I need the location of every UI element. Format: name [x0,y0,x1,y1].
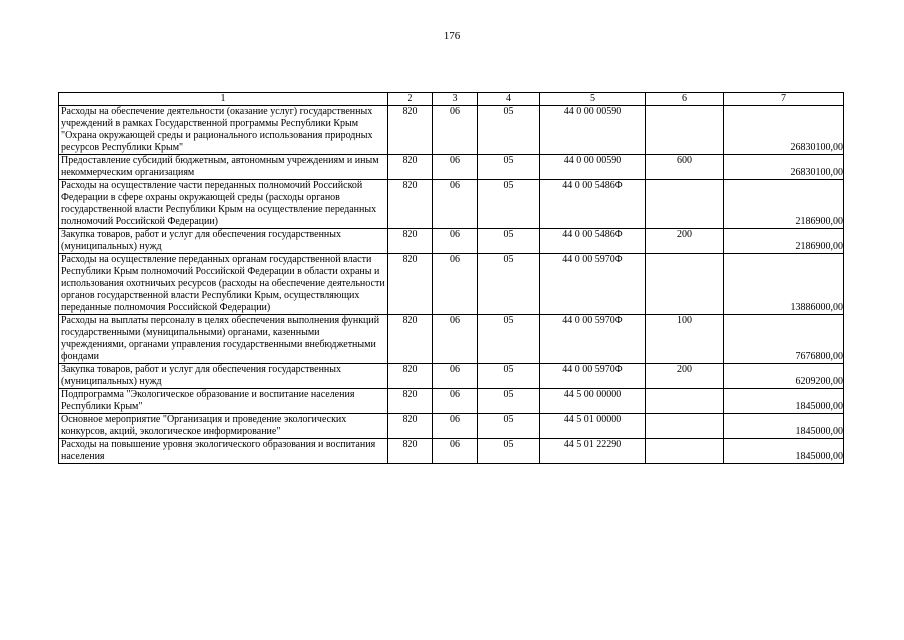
cell-code-3: 06 [433,315,478,364]
table-row [59,414,844,439]
cell-code-2: 820 [388,315,433,364]
row-description: Расходы на повышение уровня экологического образования и воспитания населения [59,439,388,464]
cell-code-4: 05 [478,389,540,414]
column-header: 4 [478,93,540,106]
cell-amount: 1845000,00 [724,439,844,464]
cell-code-3: 06 [433,389,478,414]
row-description: Расходы на выплаты персоналу в целях обеспечения выполнения функций государственными (муниципальными) органами, казенными учреждениями, органами управления государственными внебюджетными фондами [59,315,388,364]
cell-code-3: 06 [433,106,478,155]
table-row [59,106,844,155]
cell-code-6: 200 [646,364,724,389]
budget-table [58,92,844,464]
cell-code-3: 06 [433,155,478,180]
page-number: 176 [443,30,461,42]
column-header: 7 [724,93,844,106]
table-row [59,364,844,389]
table-row [59,439,844,464]
cell-code-4: 05 [478,229,540,254]
cell-code-4: 05 [478,439,540,464]
cell-code-6: 600 [646,155,724,180]
cell-code-2: 820 [388,439,433,464]
table-row [59,254,844,315]
cell-code-4: 05 [478,414,540,439]
cell-amount: 2186900,00 [724,229,844,254]
cell-code-2: 820 [388,155,433,180]
cell-amount: 26830100,00 [724,155,844,180]
row-description: Основное мероприятие "Организация и проведение экологических конкурсов, акций, экологическое информирование" [59,414,388,439]
cell-code-2: 820 [388,106,433,155]
cell-code-5: 44 0 00 5486Ф [540,180,646,229]
cell-code-2: 820 [388,389,433,414]
column-header: 2 [388,93,433,106]
cell-code-4: 05 [478,106,540,155]
cell-amount: 7676800,00 [724,315,844,364]
row-description: Расходы на обеспечение деятельности (оказание услуг) государственных учреждений в рамках Государственной программы Республики Крым "Охрана окружающей среды и рационального использования природных ресурсов Республики Крым" [59,106,388,155]
column-header: 5 [540,93,646,106]
cell-code-6: 100 [646,315,724,364]
cell-code-3: 06 [433,364,478,389]
cell-amount: 26830100,00 [724,106,844,155]
table-row [59,180,844,229]
cell-code-3: 06 [433,229,478,254]
cell-code-3: 06 [433,254,478,315]
cell-code-5: 44 0 00 5970Ф [540,254,646,315]
cell-code-4: 05 [478,254,540,315]
cell-code-2: 820 [388,414,433,439]
cell-code-5: 44 5 01 00000 [540,414,646,439]
row-description: Предоставление субсидий бюджетным, автономным учреждениям и иным некоммерческим организациям [59,155,388,180]
row-description: Подпрограмма "Экологическое образование и воспитание населения Республики Крым" [59,389,388,414]
table-row [59,155,844,180]
cell-code-6 [646,106,724,155]
cell-code-3: 06 [433,414,478,439]
cell-code-2: 820 [388,364,433,389]
column-header: 6 [646,93,724,106]
row-description: Закупка товаров, работ и услуг для обеспечения государственных (муниципальных) нужд [59,364,388,389]
cell-code-5: 44 5 01 22290 [540,439,646,464]
cell-code-5: 44 0 00 5486Ф [540,229,646,254]
cell-code-6 [646,439,724,464]
row-description: Закупка товаров, работ и услуг для обеспечения государственных (муниципальных) нужд [59,229,388,254]
column-header: 1 [59,93,388,106]
cell-code-6: 200 [646,229,724,254]
cell-amount: 1845000,00 [724,389,844,414]
table-row [59,315,844,364]
cell-code-3: 06 [433,180,478,229]
cell-amount: 2186900,00 [724,180,844,229]
cell-code-6 [646,254,724,315]
cell-code-6 [646,180,724,229]
row-description: Расходы на осуществление части переданных полномочий Российской Федерации в сфере охраны окружающей среды (расходы органов государственной власти Республики Крым на осуществление переданных полномочий Российской Федерации) [59,180,388,229]
cell-code-5: 44 0 00 00590 [540,106,646,155]
cell-amount: 6209200,00 [724,364,844,389]
cell-code-5: 44 0 00 5970Ф [540,315,646,364]
cell-code-4: 05 [478,315,540,364]
cell-code-4: 05 [478,155,540,180]
cell-amount: 1845000,00 [724,414,844,439]
cell-code-5: 44 0 00 00590 [540,155,646,180]
table-header-row [59,93,844,106]
table-row [59,229,844,254]
column-header: 3 [433,93,478,106]
cell-code-6 [646,414,724,439]
table-row [59,389,844,414]
cell-code-3: 06 [433,439,478,464]
cell-code-5: 44 0 00 5970Ф [540,364,646,389]
cell-code-2: 820 [388,229,433,254]
cell-code-4: 05 [478,364,540,389]
cell-code-6 [646,389,724,414]
cell-code-2: 820 [388,254,433,315]
cell-code-2: 820 [388,180,433,229]
cell-amount: 13886000,00 [724,254,844,315]
cell-code-5: 44 5 00 00000 [540,389,646,414]
row-description: Расходы на осуществление переданных органам государственной власти Республики Крым полномочий Российской Федерации в области охраны и использования охотничьих ресурсов (расходы на обеспечение деятельности органов государственной власти Республики Крым, осуществляющих переданные полномочия Российской Федерации) [59,254,388,315]
cell-code-4: 05 [478,180,540,229]
